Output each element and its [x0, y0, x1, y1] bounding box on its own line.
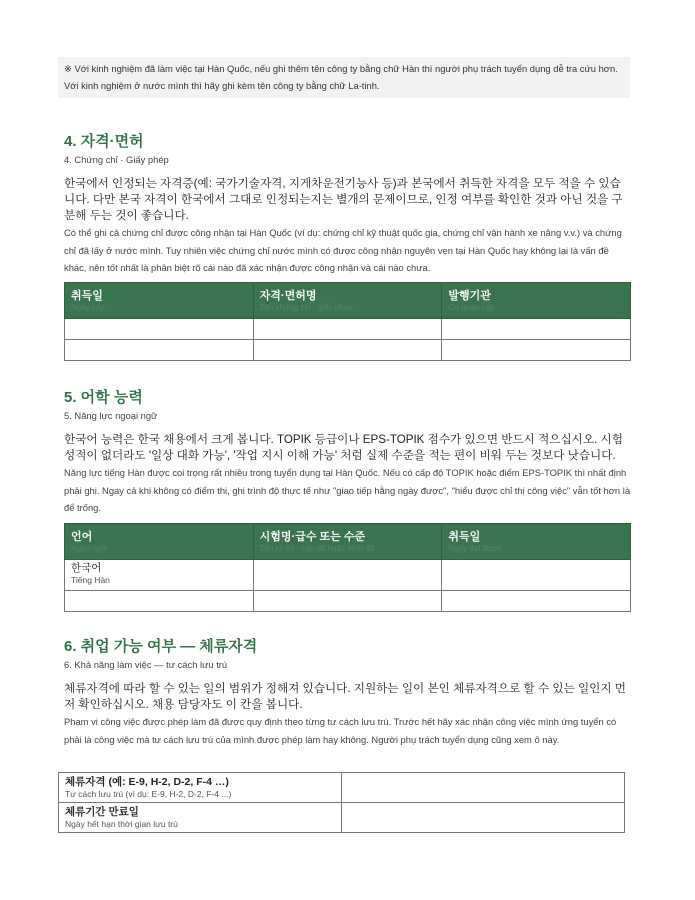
section-4-subtitle: 4. Chứng chỉ · Giấy phép — [64, 154, 169, 165]
section-4-vietnamese-text: Có thể ghi cả chứng chỉ được công nhận tại Hàn Quốc (ví dụ: chứng chỉ kỹ thuật quốc gia, chứng chỉ vận hành xe nâng v.v.) và chứng chỉ đã lấy ở nước mình. Tuy nhiên việc chứng chỉ nước mình có được công nhận nguyên vẹn tại Hàn Quốc hay không lại là vấn đề khác, nên tốt nhất là phân biệt rõ cái nào đã xác nhận được công nhận và cái nào chưa. — [64, 227, 622, 273]
section-4-title: 4. 자격·면허 — [64, 133, 144, 150]
table-cell[interactable] — [442, 340, 631, 361]
table-cell[interactable] — [65, 340, 254, 361]
section-4 — [64, 133, 631, 277]
table-cell[interactable] — [253, 319, 442, 340]
table-cell-language[interactable] — [65, 560, 254, 591]
section-6-subtitle: 6. Khả năng làm việc — tư cách lưu trú — [64, 659, 228, 670]
table-row — [65, 319, 631, 340]
certificate-table — [64, 282, 631, 361]
residence-expiry-label: 체류기간 만료일 Ngày hết hạn thời gian lưu trú — [59, 803, 342, 833]
section-5-korean-text: 한국어 능력은 한국 채용에서 크게 봅니다. TOPIK 등급이나 EPS-TOPIK 점수가 있으면 반드시 적으십시오. 시험 성적이 없더라도 '일상 대화 가능', '작업 지시 이해 가능' 처럼 실제 수준을 적는 편이 비워 두는 것보다 낫습니다. — [64, 433, 623, 462]
section-6-title: 6. 취업 가능 여부 — 체류자격 — [64, 638, 258, 655]
table-cell[interactable] — [253, 591, 442, 612]
header-date: 취득일 Ngày cấp — [65, 283, 254, 319]
residence-status-table — [58, 772, 625, 833]
header-test-level: 시험명·급수 또는 수준 Tên kỳ thi · cấp độ hoặc trình độ — [253, 524, 442, 560]
section-6-korean-text: 체류자격에 따라 할 수 있는 일의 범위가 정해져 있습니다. 지원하는 일이 본인 체류자격으로 할 수 있는 일인지 먼저 확인하십시오. 채용 담당자도 이 칸을 봅니다. — [64, 682, 626, 711]
table-cell[interactable] — [442, 591, 631, 612]
section-5 — [64, 389, 631, 517]
section-5-vietnamese-text: Năng lực tiếng Hàn được coi trọng rất nhiều trong tuyển dụng tại Hàn Quốc. Nếu có cấp độ TOPIK hoặc điểm EPS-TOPIK thì nhất định phải ghi. Ngay cả khi không có điểm thi, ghi trình độ thực tế như "giao tiếp hằng ngày được", "hiểu được chỉ thị công việc" vẫn tốt hơn là để trống. — [64, 467, 631, 513]
section-5-subtitle: 5. Năng lực ngoại ngữ — [64, 410, 158, 421]
table-cell[interactable] — [253, 340, 442, 361]
table-row — [59, 803, 625, 833]
note-box: ※ Với kinh nghiệm đã làm việc tại Hàn Quốc, nếu ghi thêm tên công ty bằng chữ Hàn thì người phụ trách tuyển dụng dễ tra cứu hơn. Với kinh nghiệm ở nước mình thì hãy ghi kèm tên công ty bằng chữ La-tinh. — [58, 57, 630, 98]
table-header-row — [65, 283, 631, 319]
table-cell[interactable] — [442, 319, 631, 340]
residence-status-field[interactable] — [342, 773, 625, 803]
korean-language-sublabel: Tiếng Hàn — [71, 575, 110, 585]
table-cell[interactable] — [253, 560, 442, 591]
residence-status-label: 체류자격 (예: E-9, H-2, D-2, F-4 …) Tư cách lưu trú (ví dụ: E-9, H-2, D-2, F-4 ...) — [59, 773, 342, 803]
table-header-row — [65, 524, 631, 560]
header-date-obtained: 취득일 Ngày đạt được — [442, 524, 631, 560]
language-table — [64, 523, 631, 612]
section-4-korean-text: 한국에서 인정되는 자격증(예: 국가기술자격, 지게차운전기능사 등)과 본국에서 취득한 자격을 모두 적을 수 있습니다. 다만 본국 자격이 한국에서 그대로 인정되는지는 별개의 문제이므로, 인정 여부를 확인한 것과 아닌 것을 구분해 두는 것이 좋습니다. — [64, 177, 623, 222]
header-language: 언어 Ngôn ngữ — [65, 524, 254, 560]
section-6 — [64, 638, 631, 748]
header-name: 자격·면허명 Tên chứng chỉ · giấy phép — [253, 283, 442, 319]
korean-language-label: 한국어 — [71, 562, 102, 574]
table-cell[interactable] — [442, 560, 631, 591]
residence-expiry-field[interactable] — [342, 803, 625, 833]
table-row — [65, 340, 631, 361]
table-row — [65, 591, 631, 612]
table-row — [59, 773, 625, 803]
section-6-vietnamese-text: Phạm vi công việc được phép làm đã được quy định theo từng tư cách lưu trú. Trước hết hãy xác nhận công việc mình ứng tuyển có phải là công việc mà tư cách lưu trú của mình được phép làm hay không. Người phụ trách tuyển dụng cũng xem ô này. — [64, 716, 617, 745]
section-5-title: 5. 어학 능력 — [64, 389, 143, 406]
table-cell[interactable] — [65, 591, 254, 612]
table-cell[interactable] — [65, 319, 254, 340]
table-row — [65, 560, 631, 591]
header-issuer: 발행기관 Cơ quan cấp — [442, 283, 631, 319]
